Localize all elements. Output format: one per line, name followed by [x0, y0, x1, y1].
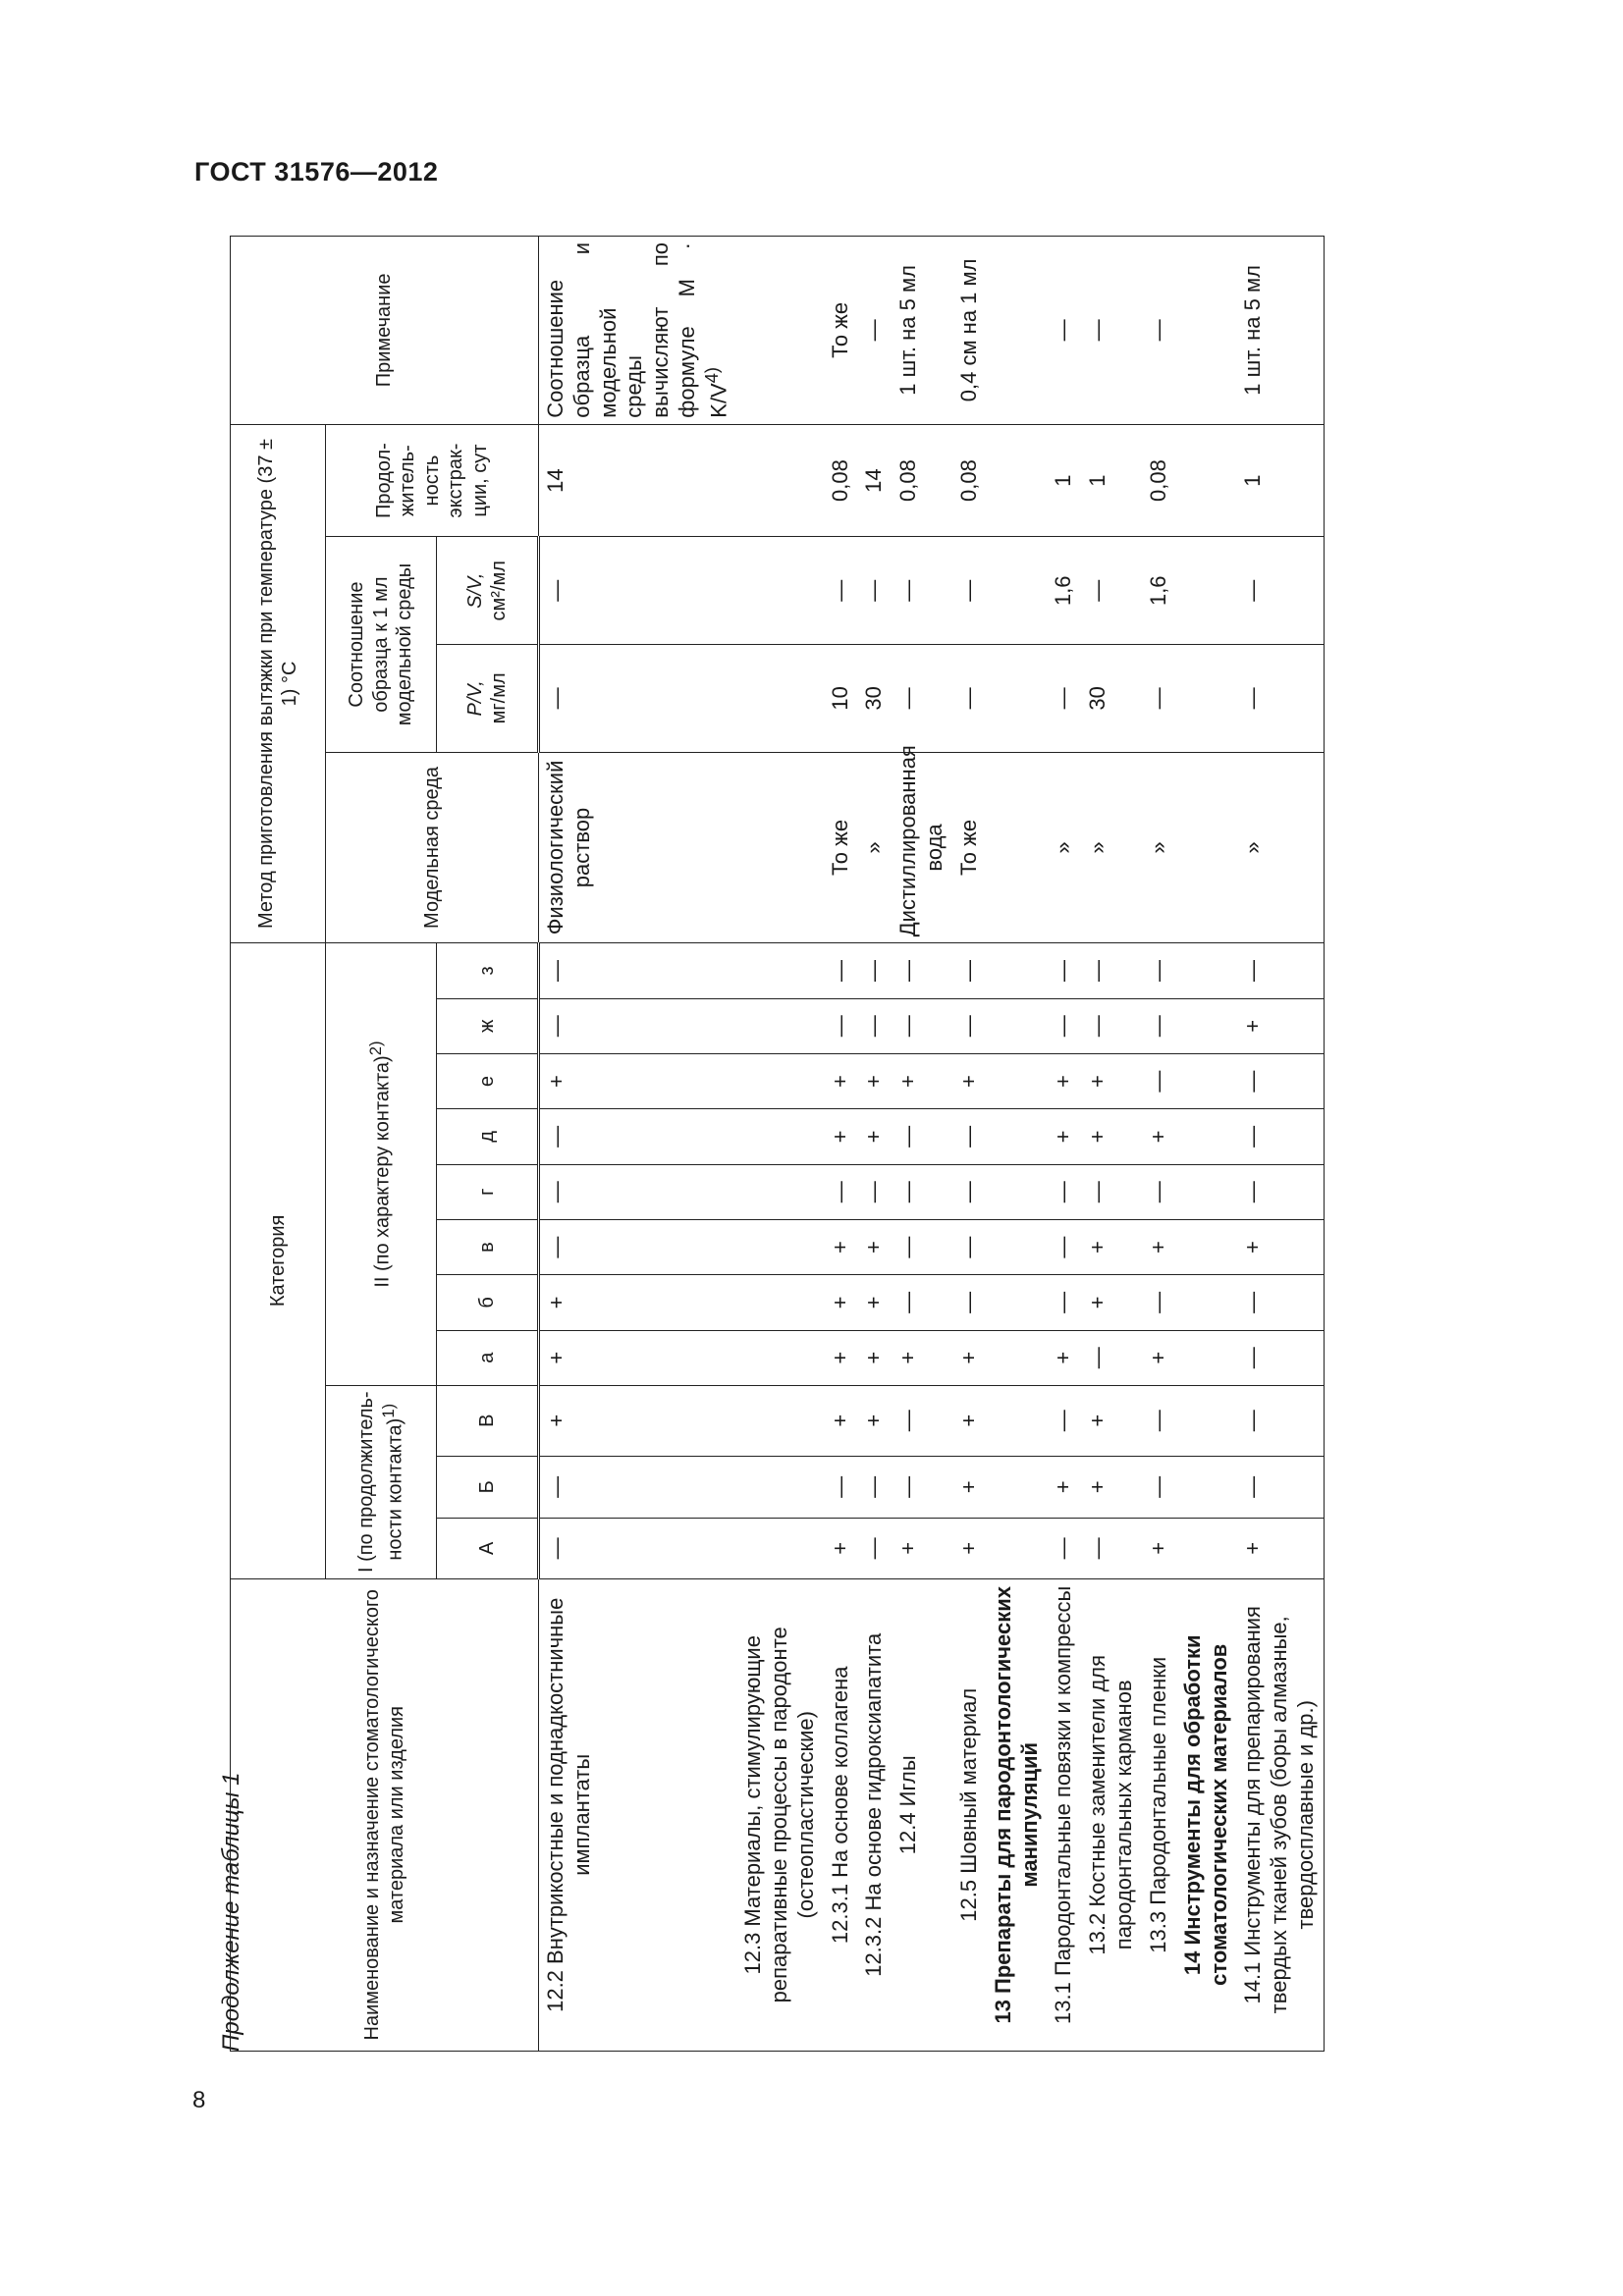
- mark-cat2-a: [1176, 1330, 1237, 1385]
- mark-cat1-v: —: [1236, 1385, 1324, 1456]
- mark-cat1-a: +: [1142, 1519, 1176, 1578]
- row-note-text: 1 шт. на 5 мл: [1240, 265, 1266, 396]
- row-pv: 30: [857, 645, 892, 753]
- row-note-text: 1 шт. на 5 мл: [895, 265, 921, 396]
- table-row: [892, 237, 952, 2052]
- mark-cat1-b: —: [539, 1456, 737, 1519]
- mark-cat2-a: [987, 1330, 1048, 1385]
- mark-cat2-z: [1176, 943, 1237, 998]
- header-cat2-zh: ж: [437, 998, 539, 1053]
- row-sv: —: [892, 537, 952, 645]
- row-note-text: 0,4 см на 1 мл: [955, 258, 981, 402]
- row-pv: —: [952, 645, 987, 753]
- header-cat1: [326, 1385, 437, 1578]
- mark-cat2-g: —: [1047, 1164, 1081, 1219]
- mark-cat2-z: —: [952, 943, 987, 998]
- mark-cat2-a: [736, 1330, 823, 1385]
- mark-cat1-v: [987, 1385, 1048, 1456]
- row-medium: »: [857, 752, 892, 943]
- row-pv: —: [1047, 645, 1081, 753]
- mark-cat2-d: +: [857, 1109, 892, 1164]
- header-cat2-v: в: [437, 1219, 539, 1274]
- mark-cat2-a: +: [857, 1330, 892, 1385]
- row-duration: [736, 424, 823, 537]
- row-sv: 1,6: [1142, 537, 1176, 645]
- mark-cat2-z: —: [1142, 943, 1176, 998]
- row-name: 13.2 Костные заменители для пародонтальных карманов: [1081, 1578, 1142, 2051]
- mark-cat2-v: —: [1047, 1219, 1081, 1274]
- mark-cat1-b: [987, 1456, 1048, 1519]
- header-cat2-b: б: [437, 1275, 539, 1330]
- header-cat1-a: А: [437, 1519, 539, 1578]
- mark-cat2-v: +: [857, 1219, 892, 1274]
- header-cat1-b: Б: [437, 1456, 539, 1519]
- row-pv: [1176, 645, 1237, 753]
- mark-cat2-b: +: [539, 1275, 737, 1330]
- row-sv: —: [1236, 537, 1324, 645]
- mark-cat1-v: [736, 1385, 823, 1456]
- mark-cat1-v: +: [1081, 1385, 1142, 1456]
- mark-cat1-a: +: [1236, 1519, 1324, 1578]
- row-note-text: —: [1051, 319, 1076, 342]
- mark-cat2-d: [987, 1109, 1048, 1164]
- row-note: [892, 237, 952, 425]
- row-note: [1236, 237, 1324, 425]
- row-note-text: Соотношение образца и модельной среды вычисляют по формуле M · K/V: [543, 242, 731, 418]
- mark-cat2-g: —: [892, 1164, 952, 1219]
- row-medium: »: [1142, 752, 1176, 943]
- mark-cat2-z: —: [892, 943, 952, 998]
- header-pv-unit: мг/мл: [488, 672, 510, 724]
- page-number: 8: [192, 2087, 206, 2113]
- mark-cat2-v: [736, 1219, 823, 1274]
- mark-cat2-zh: —: [952, 998, 987, 1053]
- row-name: 12.3 Материалы, стимулирующие репаративные процессы в пародонте (остеопластические): [736, 1578, 823, 2051]
- mark-cat2-g: —: [1081, 1164, 1142, 1219]
- mark-cat2-z: [987, 943, 1048, 998]
- header-category: Категория: [231, 943, 326, 1578]
- table-row: [1081, 237, 1142, 2052]
- table-body: [539, 237, 1325, 2052]
- mark-cat2-e: [1176, 1053, 1237, 1108]
- row-duration: 1: [1081, 424, 1142, 537]
- header-cat2-d: д: [437, 1109, 539, 1164]
- mark-cat2-zh: [987, 998, 1048, 1053]
- mark-cat2-v: +: [1081, 1219, 1142, 1274]
- row-medium: То же: [952, 752, 987, 943]
- mark-cat1-a: +: [892, 1519, 952, 1578]
- row-pv: —: [1142, 645, 1176, 753]
- mark-cat2-v: +: [1236, 1219, 1324, 1274]
- mark-cat1-a: +: [824, 1519, 858, 1578]
- row-sv: —: [1081, 537, 1142, 645]
- row-medium: »: [1236, 752, 1324, 943]
- mark-cat2-e: +: [952, 1053, 987, 1108]
- row-note: [952, 237, 987, 425]
- mark-cat1-v: +: [824, 1385, 858, 1456]
- row-name: 12.3.2 На основе гидроксиапатита: [857, 1578, 892, 2051]
- row-pv: —: [892, 645, 952, 753]
- mark-cat2-zh: —: [539, 998, 737, 1053]
- mark-cat2-d: —: [952, 1109, 987, 1164]
- mark-cat2-a: +: [1142, 1330, 1176, 1385]
- row-duration: [1176, 424, 1237, 537]
- row-pv: [736, 645, 823, 753]
- table-row: [987, 237, 1048, 2052]
- mark-cat1-v: —: [1047, 1385, 1081, 1456]
- mark-cat2-b: [987, 1275, 1048, 1330]
- row-pv: [987, 645, 1048, 753]
- mark-cat2-a: +: [952, 1330, 987, 1385]
- mark-cat2-a: +: [1047, 1330, 1081, 1385]
- row-duration: 1: [1236, 424, 1324, 537]
- row-name: 12.3.1 На основе коллагена: [824, 1578, 858, 2051]
- row-duration: 0,08: [824, 424, 858, 537]
- row-note: [1047, 237, 1081, 425]
- row-sv: —: [857, 537, 892, 645]
- mark-cat2-g: —: [1142, 1164, 1176, 1219]
- mark-cat2-a: —: [1081, 1330, 1142, 1385]
- header-sv: [437, 537, 539, 645]
- mark-cat1-a: —: [539, 1519, 737, 1578]
- mark-cat2-b: —: [1236, 1275, 1324, 1330]
- mark-cat2-zh: —: [1047, 998, 1081, 1053]
- mark-cat2-g: [1176, 1164, 1237, 1219]
- header-ratio: Соотношение образца к 1 мл модельной среды: [326, 537, 437, 752]
- row-name: 13.1 Пародонтальные повязки и компрессы: [1047, 1578, 1081, 2051]
- mark-cat2-e: [736, 1053, 823, 1108]
- mark-cat2-v: —: [952, 1219, 987, 1274]
- table-row: [736, 237, 823, 2052]
- header-cat1-sup: 1): [378, 1403, 398, 1418]
- mark-cat2-b: [1176, 1275, 1237, 1330]
- mark-cat2-d: +: [1047, 1109, 1081, 1164]
- table-row: [952, 237, 987, 2052]
- mark-cat1-a: [1176, 1519, 1237, 1578]
- row-duration: [987, 424, 1048, 537]
- row-note: [987, 237, 1048, 425]
- mark-cat2-z: —: [1081, 943, 1142, 998]
- mark-cat2-e: —: [1142, 1053, 1176, 1108]
- document-title: ГОСТ 31576—2012: [194, 157, 439, 187]
- header-cat2-g: г: [437, 1164, 539, 1219]
- row-pv: —: [1236, 645, 1324, 753]
- header-pv: [437, 645, 539, 753]
- mark-cat2-b: —: [1047, 1275, 1081, 1330]
- header-cat1-text: I (по продолжительности контакта): [355, 1391, 406, 1574]
- row-note: [857, 237, 892, 425]
- row-note: [736, 237, 823, 425]
- row-sv: [736, 537, 823, 645]
- mark-cat2-e: +: [1081, 1053, 1142, 1108]
- mark-cat2-z: [736, 943, 823, 998]
- mark-cat2-z: —: [824, 943, 858, 998]
- mark-cat1-a: —: [1081, 1519, 1142, 1578]
- row-medium: [987, 752, 1048, 943]
- mark-cat2-b: +: [1081, 1275, 1142, 1330]
- mark-cat2-e: +: [857, 1053, 892, 1108]
- row-medium: »: [1081, 752, 1142, 943]
- header-cat2-a: а: [437, 1330, 539, 1385]
- row-name: 14 Инструменты для обработки стоматологических материалов: [1176, 1578, 1237, 2051]
- row-medium: То же: [824, 752, 858, 943]
- mark-cat2-d: +: [824, 1109, 858, 1164]
- mark-cat2-zh: [1176, 998, 1237, 1053]
- mark-cat1-b: —: [824, 1456, 858, 1519]
- mark-cat2-a: +: [892, 1330, 952, 1385]
- mark-cat2-d: [736, 1109, 823, 1164]
- row-duration: 1: [1047, 424, 1081, 537]
- mark-cat2-e: [987, 1053, 1048, 1108]
- table-row: [857, 237, 892, 2052]
- row-duration: 14: [539, 424, 737, 537]
- row-name: 12.5 Шовный материал: [952, 1578, 987, 2051]
- row-note: [1142, 237, 1176, 425]
- row-note-text: —: [1085, 319, 1110, 342]
- table-row: [1047, 237, 1081, 2052]
- row-name: 14.1 Инструменты для препарирования твердых тканей зубов (боры алмазные, твердосплавные и др.): [1236, 1578, 1324, 2051]
- row-duration: 0,08: [892, 424, 952, 537]
- rotated-table-container: [230, 236, 1502, 2052]
- mark-cat1-a: [736, 1519, 823, 1578]
- header-cat2-e: е: [437, 1053, 539, 1108]
- mark-cat1-a: [987, 1519, 1048, 1578]
- mark-cat1-b: +: [1081, 1456, 1142, 1519]
- row-medium: Физиологический раствор: [539, 752, 737, 943]
- header-cat1-v: В: [437, 1385, 539, 1456]
- header-cat2-text: II (по характеру контакта): [372, 1055, 395, 1288]
- row-note-sup: 4): [700, 366, 722, 384]
- mark-cat2-b: —: [1142, 1275, 1176, 1330]
- mark-cat2-g: [987, 1164, 1048, 1219]
- mark-cat1-v: +: [857, 1385, 892, 1456]
- mark-cat2-e: +: [824, 1053, 858, 1108]
- row-name: 12.4 Иглы: [892, 1578, 952, 2051]
- mark-cat2-g: —: [1236, 1164, 1324, 1219]
- row-sv: [1176, 537, 1237, 645]
- materials-table: [230, 236, 1325, 2052]
- mark-cat1-b: [736, 1456, 823, 1519]
- row-name: 12.2 Внутрикостные и поднадкостничные имплантаты: [539, 1578, 737, 2051]
- mark-cat1-a: +: [952, 1519, 987, 1578]
- mark-cat2-zh: —: [892, 998, 952, 1053]
- header-cat2: [326, 943, 437, 1386]
- mark-cat2-v: +: [1142, 1219, 1176, 1274]
- mark-cat2-v: [1176, 1219, 1237, 1274]
- mark-cat2-zh: —: [1081, 998, 1142, 1053]
- row-sv: 1,6: [1047, 537, 1081, 645]
- row-note: [1081, 237, 1142, 425]
- mark-cat2-g: —: [824, 1164, 858, 1219]
- mark-cat2-a: +: [539, 1330, 737, 1385]
- mark-cat2-z: —: [857, 943, 892, 998]
- mark-cat2-d: +: [1081, 1109, 1142, 1164]
- row-medium: »: [1047, 752, 1081, 943]
- header-medium: Модельная среда: [326, 752, 539, 943]
- mark-cat2-zh: +: [1236, 998, 1324, 1053]
- mark-cat2-v: —: [892, 1219, 952, 1274]
- mark-cat2-g: —: [539, 1164, 737, 1219]
- mark-cat1-b: —: [857, 1456, 892, 1519]
- table-row: [1236, 237, 1324, 2052]
- mark-cat1-v: —: [892, 1385, 952, 1456]
- header-cat2-sup: 2): [366, 1041, 386, 1056]
- mark-cat2-e: +: [539, 1053, 737, 1108]
- mark-cat1-v: [1176, 1385, 1237, 1456]
- mark-cat1-b: [1176, 1456, 1237, 1519]
- mark-cat1-v: —: [1142, 1385, 1176, 1456]
- header-duration: Продолжительность экстракции, сут: [326, 424, 539, 537]
- row-pv: 30: [1081, 645, 1142, 753]
- mark-cat2-b: +: [824, 1275, 858, 1330]
- row-note-text: То же: [827, 301, 852, 358]
- mark-cat2-g: [736, 1164, 823, 1219]
- mark-cat1-a: —: [1047, 1519, 1081, 1578]
- mark-cat2-v: +: [824, 1219, 858, 1274]
- mark-cat2-d: —: [539, 1109, 737, 1164]
- mark-cat1-v: +: [539, 1385, 737, 1456]
- row-pv: —: [539, 645, 737, 753]
- mark-cat2-zh: —: [824, 998, 858, 1053]
- header-name: Наименование и назначение стоматологического материала или изделия: [231, 1578, 539, 2051]
- row-sv: [987, 537, 1048, 645]
- row-duration: 0,08: [1142, 424, 1176, 537]
- row-sv: —: [539, 537, 737, 645]
- table-row: [1142, 237, 1176, 2052]
- mark-cat2-v: —: [539, 1219, 737, 1274]
- mark-cat2-e: —: [1236, 1053, 1324, 1108]
- row-note-text: —: [1145, 319, 1170, 342]
- mark-cat2-b: [736, 1275, 823, 1330]
- mark-cat1-b: +: [1047, 1456, 1081, 1519]
- mark-cat2-d: —: [1236, 1109, 1324, 1164]
- mark-cat2-b: —: [892, 1275, 952, 1330]
- row-medium: [1176, 752, 1237, 943]
- header-sv-label: S/V,: [463, 572, 486, 609]
- row-note: [1176, 237, 1237, 425]
- mark-cat2-g: —: [952, 1164, 987, 1219]
- mark-cat2-zh: [736, 998, 823, 1053]
- mark-cat2-zh: —: [857, 998, 892, 1053]
- mark-cat2-z: —: [1047, 943, 1081, 998]
- mark-cat2-a: —: [1236, 1330, 1324, 1385]
- row-sv: —: [824, 537, 858, 645]
- mark-cat2-e: +: [1047, 1053, 1081, 1108]
- mark-cat2-z: —: [539, 943, 737, 998]
- mark-cat2-a: +: [824, 1330, 858, 1385]
- header-method: Метод приготовления вытяжки при температуре (37 ± 1) °С: [231, 424, 326, 943]
- mark-cat2-d: [1176, 1109, 1237, 1164]
- row-note: [539, 237, 737, 425]
- mark-cat1-b: —: [892, 1456, 952, 1519]
- mark-cat2-z: —: [1236, 943, 1324, 998]
- row-name: 13.3 Пародонтальные пленки: [1142, 1578, 1176, 2051]
- row-pv: 10: [824, 645, 858, 753]
- mark-cat1-a: —: [857, 1519, 892, 1578]
- row-name: 13 Препараты для пародонтологических манипуляций: [987, 1578, 1048, 2051]
- mark-cat1-v: +: [952, 1385, 987, 1456]
- mark-cat2-b: +: [857, 1275, 892, 1330]
- table-row: [1176, 237, 1237, 2052]
- row-duration: 14: [857, 424, 892, 537]
- header-cat2-z: з: [437, 943, 539, 998]
- table-caption: Продолжение таблицы 1: [218, 1772, 244, 2052]
- header-sv-unit: см²/мл: [488, 561, 510, 621]
- table-row: [824, 237, 858, 2052]
- mark-cat2-v: [987, 1219, 1048, 1274]
- row-sv: —: [952, 537, 987, 645]
- mark-cat1-b: —: [1142, 1456, 1176, 1519]
- mark-cat2-e: +: [892, 1053, 952, 1108]
- table-row: [539, 237, 737, 2052]
- mark-cat2-d: +: [1142, 1109, 1176, 1164]
- row-note: [824, 237, 858, 425]
- mark-cat2-b: —: [952, 1275, 987, 1330]
- row-duration: 0,08: [952, 424, 987, 537]
- mark-cat2-d: —: [892, 1109, 952, 1164]
- mark-cat1-b: +: [952, 1456, 987, 1519]
- mark-cat2-g: —: [857, 1164, 892, 1219]
- mark-cat1-b: —: [1236, 1456, 1324, 1519]
- mark-cat2-zh: —: [1142, 998, 1176, 1053]
- header-note: Примечание: [231, 237, 539, 425]
- row-medium: Дистиллированная вода: [892, 752, 952, 943]
- row-note-text: —: [861, 319, 887, 342]
- row-medium: [736, 752, 823, 943]
- header-pv-label: P/V,: [463, 680, 486, 717]
